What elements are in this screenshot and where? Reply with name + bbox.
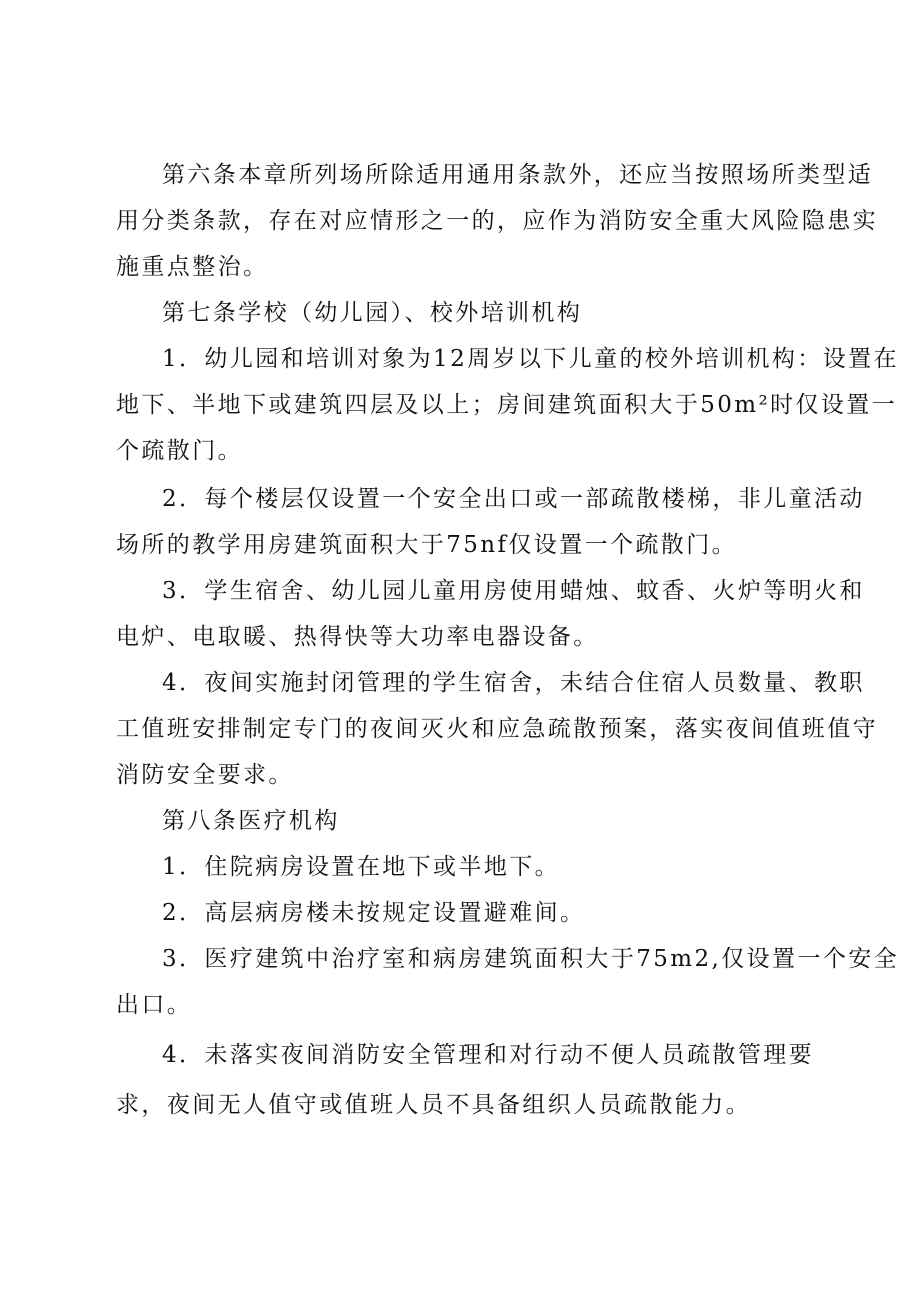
paragraph-line: 施重点整治。 bbox=[116, 254, 269, 280]
list-item-line: 4．未落实夜间消防安全管理和对行动不便人员疏散管理要 bbox=[162, 1042, 815, 1068]
list-item-line: 场所的教学用房建筑面积大于75nf仅设置一个疏散门。 bbox=[116, 532, 737, 558]
list-item-line: 4．夜间实施封闭管理的学生宿舍，未结合住宿人员数量、教职 bbox=[162, 670, 865, 696]
list-item-line: 2．每个楼层仅设置一个安全出口或一部疏散楼梯，非儿童活动 bbox=[162, 486, 865, 512]
list-item-line: 3．医疗建筑中治疗室和病房建筑面积大于75m2,仅设置一个安全 bbox=[162, 946, 900, 972]
list-item-line: 1．幼儿园和培训对象为12周岁以下儿童的校外培训机构：设置在 bbox=[162, 346, 899, 372]
list-item-line: 个疏散门。 bbox=[116, 438, 243, 464]
list-item-line: 3．学生宿舍、幼儿园儿童用房使用蜡烛、蚊香、火炉等明火和 bbox=[162, 578, 865, 604]
list-item-line: 求，夜间无人值守或值班人员不具备组织人员疏散能力。 bbox=[116, 1092, 751, 1118]
article-heading: 第七条学校（幼儿园）、校外培训机构 bbox=[162, 300, 583, 326]
list-item-line: 2．高层病房楼未按规定设置避难间。 bbox=[162, 900, 586, 926]
paragraph-line: 第六条本章所列场所除适用通用条款外，还应当按照场所类型适 bbox=[162, 162, 874, 188]
paragraph-line: 用分类条款，存在对应情形之一的，应作为消防安全重大风险隐患实 bbox=[116, 208, 878, 234]
list-item-line: 电炉、电取暖、热得快等大功率电器设备。 bbox=[116, 624, 599, 650]
list-item-line: 地下、半地下或建筑四层及以上；房间建筑面积大于50m²时仅设置一 bbox=[116, 392, 898, 418]
list-item-line: 工值班安排制定专门的夜间灭火和应急疏散预案，落实夜间值班值守 bbox=[116, 716, 878, 742]
article-heading: 第八条医疗机构 bbox=[162, 808, 340, 834]
list-item-line: 1．住院病房设置在地下或半地下。 bbox=[162, 854, 561, 880]
list-item-line: 出口。 bbox=[116, 992, 193, 1018]
list-item-line: 消防安全要求。 bbox=[116, 762, 294, 788]
